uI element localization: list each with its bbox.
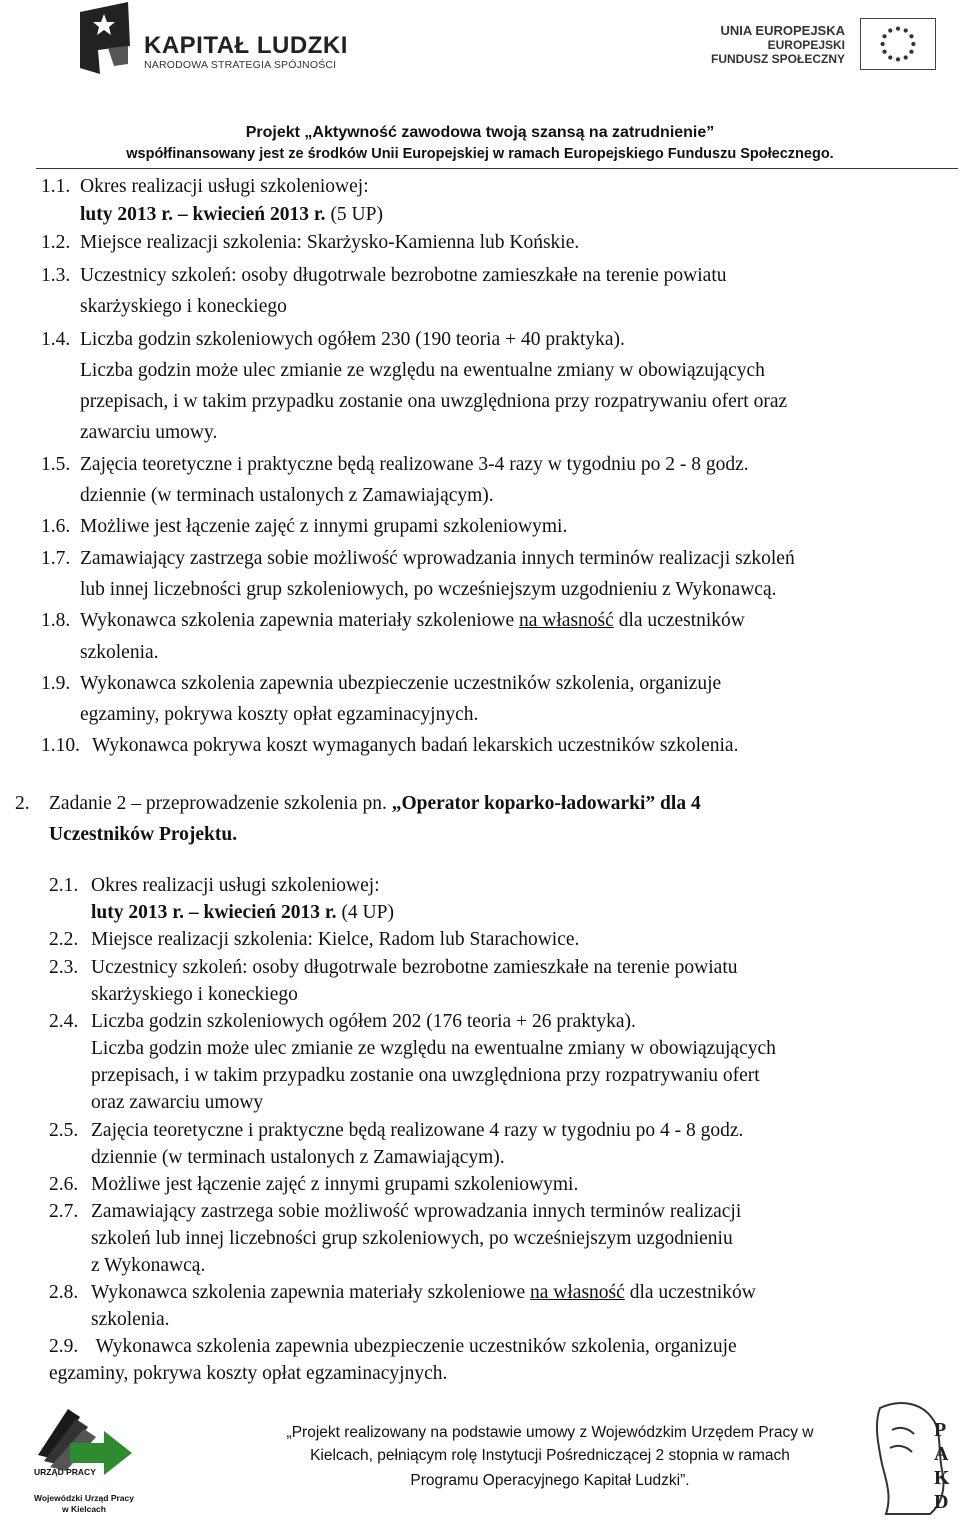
- item-2-9-number: 2.9.: [49, 1336, 79, 1357]
- item-1-7-text-b: lub innej liczebności grup szkoleniowych, po wcześniejszym uzgodnieniu z Wykonawcą.: [80, 579, 777, 600]
- item-1-2-number: 1.2.: [41, 232, 71, 253]
- item-1-1-dates: [80, 202, 383, 228]
- project-cofinancing: współfinansowany jest ze środków Unii Europejskiej w ramach Europejskiego Funduszu Społecznego.: [126, 146, 834, 162]
- item-2-1-dates-up: (4 UP): [336, 902, 394, 923]
- item-1-2-text: Miejsce realizacji szkolenia: Skarżysko-Kamienna lub Końskie.: [80, 232, 580, 253]
- wup-city: w Kielcach: [62, 1504, 106, 1514]
- svg-text:K: K: [934, 1467, 950, 1489]
- item-2-8-post: dla uczestników: [624, 1282, 756, 1303]
- item-2-heading-b: Uczestników Projektu.: [49, 824, 238, 845]
- item-2-7-number: 2.7.: [49, 1201, 79, 1222]
- item-1-5-text-b: dziennie (w terminach ustalonych z Zamawiającym).: [80, 485, 494, 506]
- footer-line-1: „Projekt realizowany na podstawie umowy z Wojewódzkim Urzędem Pracy w: [286, 1424, 814, 1441]
- item-1-8-underlined: na własność: [519, 610, 614, 631]
- item-1-3-text-a: Uczestnicy szkoleń: osoby długotrwale bezrobotne zamieszkałe na terenie powiatu: [80, 265, 727, 286]
- urzad-pracy-logo: [24, 1403, 144, 1517]
- project-title: Projekt „Aktywność zawodowa twoją szansą na zatrudnienie”: [245, 124, 715, 141]
- eu-flag-icon: [860, 18, 936, 70]
- item-1-6-text: Możliwe jest łączenie zajęć z innymi grupami szkoleniowymi.: [80, 516, 568, 537]
- pakd-face-icon: [872, 1400, 958, 1518]
- item-1-4-text-c: przepisach, i w takim przypadku zostanie ona uwzględniona przy rozpatrywaniu ofert oraz: [80, 391, 788, 412]
- eu-line-3: FUNDUSZ SPOŁECZNY: [710, 52, 845, 66]
- item-2-8-pre: Wykonawca szkolenia zapewnia materiały szkoleniowe: [91, 1282, 531, 1303]
- item-1-1-dates-range: luty 2013 r. – kwiecień 2013 r.: [80, 204, 326, 225]
- item-2-6-text: Możliwe jest łączenie zajęć z innymi grupami szkoleniowymi.: [91, 1174, 579, 1195]
- item-2-8-underlined: na własność: [530, 1282, 625, 1303]
- item-2-heading-a: [49, 791, 701, 817]
- item-1-8-text-a: [80, 608, 745, 634]
- header-divider: [36, 168, 958, 169]
- kapital-ludzki-subtitle: NARODOWA STRATEGIA SPÓJNOŚCI: [144, 59, 337, 71]
- pakd-logo: [872, 1400, 958, 1518]
- item-1-10-text: Wykonawca pokrywa koszt wymaganych badań lekarskich uczestników szkolenia.: [92, 735, 739, 756]
- item-2-8-text-b: szkolenia.: [91, 1309, 170, 1330]
- item-2-9-text-a: Wykonawca szkolenia zapewnia ubezpieczenie uczestników szkolenia, organizuje: [91, 1336, 737, 1357]
- item-1-3-number: 1.3.: [41, 265, 71, 286]
- item-2-1-number: 2.1.: [49, 875, 79, 896]
- item-1-9-number: 1.9.: [41, 673, 71, 694]
- item-1-5-text-a: Zajęcia teoretyczne i praktyczne będą realizowane 3-4 razy w tygodniu po 2 - 8 godz.: [80, 454, 749, 475]
- item-2-heading-pre: Zadanie 2 – przeprowadzenie szkolenia pn.: [49, 793, 392, 814]
- item-2-2-text: Miejsce realizacji szkolenia: Kielce, Radom lub Starachowice.: [91, 929, 580, 950]
- svg-text:D: D: [934, 1491, 949, 1513]
- item-2-4-number: 2.4.: [49, 1011, 79, 1032]
- item-1-1-text: Okres realizacji usługi szkoleniowej:: [80, 176, 369, 197]
- svg-text:P: P: [934, 1419, 947, 1441]
- kapital-ludzki-title: KAPITAŁ LUDZKI: [144, 32, 348, 59]
- item-2-1-text: Okres realizacji usługi szkoleniowej:: [91, 875, 380, 896]
- item-2-1-dates-range: luty 2013 r. – kwiecień 2013 r.: [91, 902, 337, 923]
- item-2-7-text-a: Zamawiający zastrzega sobie możliwość wprowadzania innych terminów realizacji: [91, 1201, 742, 1222]
- item-2-5-text-a: Zajęcia teoretyczne i praktyczne będą realizowane 4 razy w tygodniu po 4 - 8 godz.: [91, 1120, 744, 1141]
- item-1-9-text-a: Wykonawca szkolenia zapewnia ubezpieczenie uczestników szkolenia, organizuje: [80, 673, 722, 694]
- footer-line-3: Programu Operacyjnego Kapitał Ludzki”.: [410, 1472, 690, 1489]
- item-2-number: 2.: [15, 793, 30, 814]
- item-1-4-text-b: Liczba godzin może ulec zmianie ze względu na ewentualne zmiany w obowiązujących: [80, 360, 765, 381]
- item-2-4-text-c: przepisach, i w takim przypadku zostanie ona uwzględniona przy rozpatrywaniu ofert: [91, 1065, 760, 1086]
- item-2-6-number: 2.6.: [49, 1174, 79, 1195]
- item-2-2-number: 2.2.: [49, 929, 79, 950]
- eu-line-1: UNIA EUROPEJSKA: [720, 23, 845, 38]
- kapital-ludzki-logo: [78, 2, 378, 74]
- item-2-1-dates: [91, 900, 394, 926]
- item-2-4-text-a: Liczba godzin szkoleniowych ogółem 202 (176 teoria + 26 praktyka).: [91, 1011, 636, 1032]
- page-header: [0, 0, 960, 172]
- item-2-5-text-b: dziennie (w terminach ustalonych z Zamawiającym).: [91, 1147, 505, 1168]
- eu-logo-text: [700, 24, 845, 66]
- eu-line-2: EUROPEJSKI: [767, 38, 845, 52]
- item-1-8-pre: Wykonawca szkolenia zapewnia materiały szkoleniowe: [80, 610, 520, 631]
- urzad-pracy-label: URZĄD PRACY: [34, 1467, 96, 1477]
- item-1-8-post: dla uczestników: [613, 610, 745, 631]
- item-2-3-text-b: skarżyskiego i koneckiego: [91, 984, 298, 1005]
- svg-text:A: A: [934, 1443, 949, 1465]
- item-2-8-number: 2.8.: [49, 1282, 79, 1303]
- item-1-9-text-b: egzaminy, pokrywa koszty opłat egzaminacyjnych.: [80, 704, 479, 725]
- item-1-5-number: 1.5.: [41, 454, 71, 475]
- item-2-4-text-d: oraz zawarciu umowy: [91, 1092, 264, 1113]
- item-1-10-number: 1.10.: [41, 735, 80, 756]
- item-1-7-text-a: Zamawiający zastrzega sobie możliwość wprowadzania innych terminów realizacji szkoleń: [80, 548, 795, 569]
- item-2-3-text-a: Uczestnicy szkoleń: osoby długotrwale bezrobotne zamieszkałe na terenie powiatu: [91, 957, 738, 978]
- footer-line-2: Kielcach, pełniącym rolę Instytucji Pośredniczącej 2 stopnia w ramach: [310, 1447, 790, 1464]
- item-1-1-number: 1.1.: [41, 176, 71, 197]
- item-1-7-number: 1.7.: [41, 548, 71, 569]
- item-2-7-text-c: z Wykonawcą.: [91, 1255, 206, 1276]
- item-2-9-text-b: egzaminy, pokrywa koszty opłat egzaminacyjnych.: [49, 1363, 448, 1384]
- item-1-4-text-d: zawarciu umowy.: [80, 422, 218, 443]
- item-1-6-number: 1.6.: [41, 516, 71, 537]
- item-1-8-number: 1.8.: [41, 610, 71, 631]
- item-1-8-text-b: szkolenia.: [80, 642, 159, 663]
- item-2-7-text-b: szkoleń lub innej liczebności grup szkoleniowych, po wcześniejszym uzgodnieniu: [91, 1228, 733, 1249]
- item-1-1-dates-up: (5 UP): [325, 204, 383, 225]
- kapital-ludzki-flag-icon: [78, 2, 136, 74]
- item-1-3-text-b: skarżyskiego i koneckiego: [80, 296, 287, 317]
- wup-name: Wojewódzki Urząd Pracy: [34, 1493, 134, 1503]
- item-2-8-text-a: [91, 1280, 756, 1306]
- item-2-heading-bold: „Operator koparko-ładowarki” dla 4: [391, 793, 701, 814]
- item-2-5-number: 2.5.: [49, 1120, 79, 1141]
- item-2-3-number: 2.3.: [49, 957, 79, 978]
- item-1-4-number: 1.4.: [41, 329, 71, 350]
- item-1-4-text-a: Liczba godzin szkoleniowych ogółem 230 (190 teoria + 40 praktyka).: [80, 329, 625, 350]
- item-2-4-text-b: Liczba godzin może ulec zmianie ze względu na ewentualne zmiany w obowiązujących: [91, 1038, 776, 1059]
